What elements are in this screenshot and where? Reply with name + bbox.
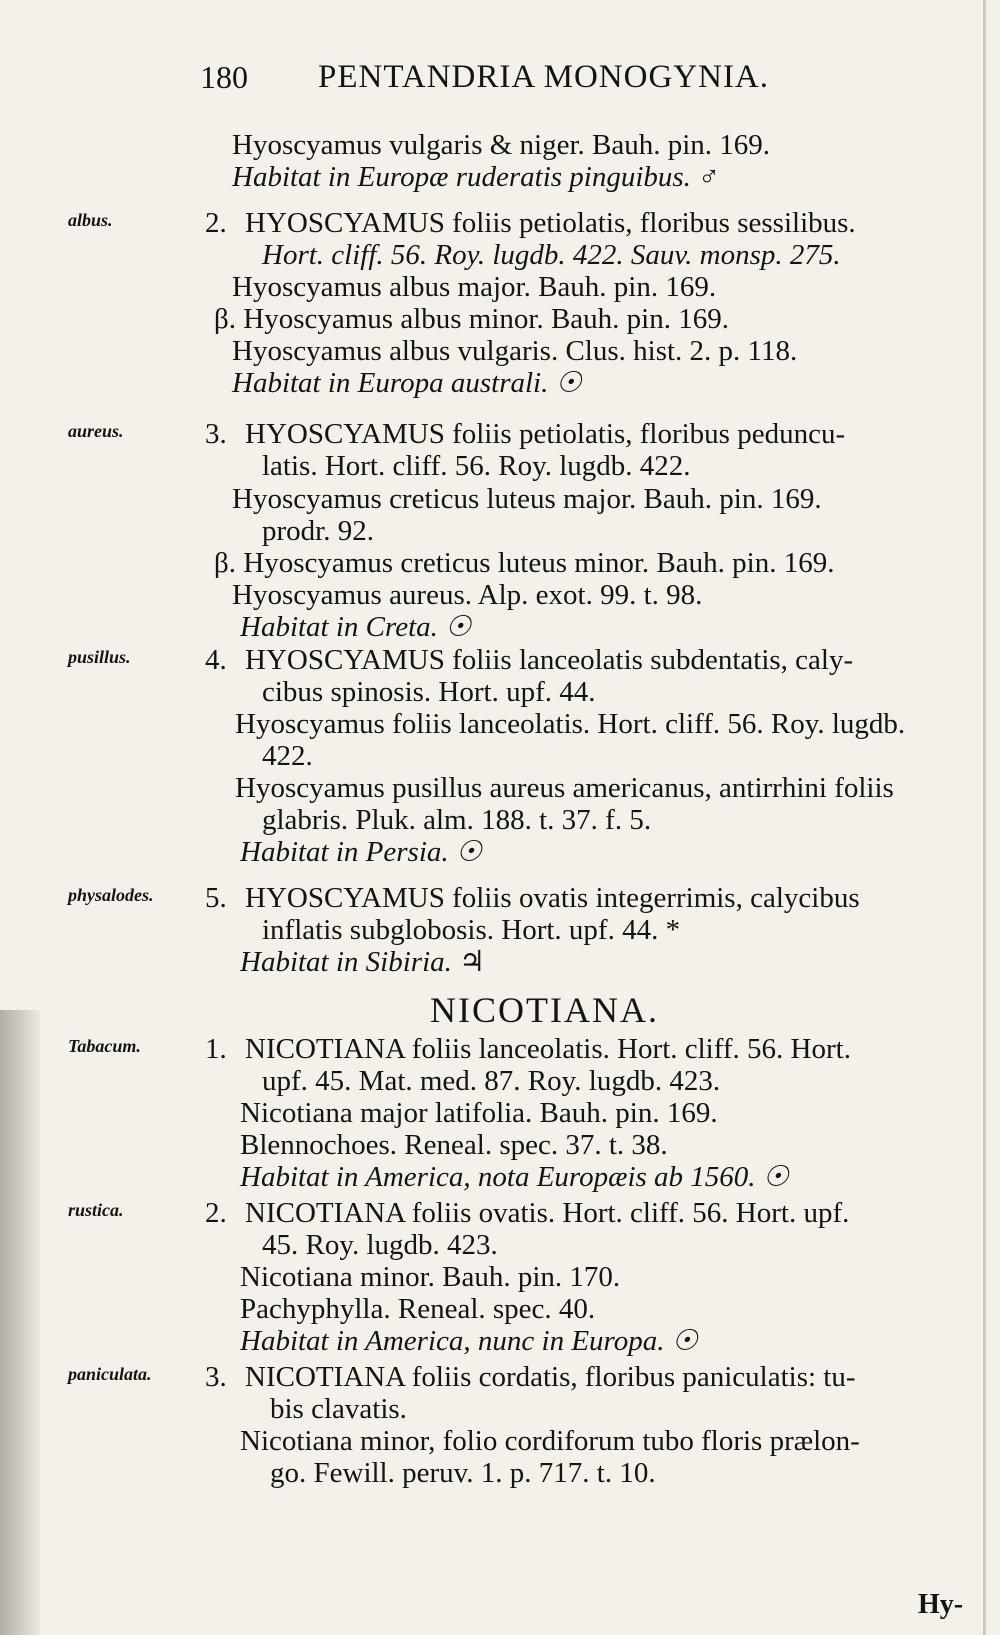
- binding-shadow: [0, 1010, 40, 1635]
- text-line: Hyoscyamus pusillus aureus americanus, antirrhini foliis: [235, 772, 894, 804]
- entry-number: 4.: [205, 644, 227, 676]
- text-line: Hyoscyamus aureus. Alp. exot. 99. t. 98.: [232, 579, 703, 611]
- text-line: NICOTIANA foliis ovatis. Hort. cliff. 56. Hort. upf.: [245, 1197, 850, 1229]
- margin-name: rustica.: [68, 1200, 124, 1220]
- text-line: β. Hyoscyamus albus minor. Bauh. pin. 169.: [214, 303, 729, 335]
- text-line: cibus spinosis. Hort. upf. 44.: [262, 676, 596, 708]
- text-line: bis clavatis.: [270, 1393, 407, 1425]
- text-line: Habitat in Europæ ruderatis pinguibus. ♂: [232, 161, 720, 193]
- text-line: Hyoscyamus foliis lanceolatis. Hort. cliff. 56. Roy. lugdb.: [235, 708, 906, 740]
- entry-number: 5.: [205, 882, 227, 914]
- margin-name: paniculata.: [68, 1364, 152, 1384]
- entry-number: 3.: [205, 1361, 227, 1393]
- text-line: Hyoscyamus vulgaris & niger. Bauh. pin. 169.: [232, 129, 771, 161]
- margin-name: pusillus.: [68, 647, 131, 667]
- text-line: Nicotiana major latifolia. Bauh. pin. 169.: [240, 1097, 718, 1129]
- text-line: Habitat in Sibiria. ♃: [240, 946, 486, 978]
- text-line: Habitat in Creta. ☉: [240, 611, 472, 643]
- text-line: 422.: [262, 740, 313, 772]
- running-title: PENTANDRIA MONOGYNIA.: [318, 59, 770, 95]
- text-line: Nicotiana minor, folio cordiforum tubo floris prælon-: [240, 1425, 860, 1457]
- text-line: HYOSCYAMUS foliis ovatis integerrimis, calycibus: [245, 882, 860, 914]
- margin-name: aureus.: [68, 421, 124, 441]
- page-number: 180: [200, 59, 248, 95]
- text-line: Hyoscyamus creticus luteus major. Bauh. pin. 169.: [232, 483, 822, 515]
- catchword: Hy-: [918, 1589, 964, 1620]
- entry-number: 2.: [205, 1197, 227, 1229]
- text-line: Habitat in Persia. ☉: [240, 836, 482, 868]
- text-line: β. Hyoscyamus creticus luteus minor. Bauh. pin. 169.: [214, 547, 835, 579]
- page-header: [200, 60, 900, 104]
- text-line: HYOSCYAMUS foliis petiolatis, floribus peduncu-: [245, 418, 846, 450]
- entry-number: 3.: [205, 418, 227, 450]
- text-line: NICOTIANA foliis cordatis, floribus paniculatis: tu-: [245, 1361, 856, 1393]
- text-line: Blennochoes. Reneal. spec. 37. t. 38.: [240, 1129, 668, 1161]
- text-line: latis. Hort. cliff. 56. Roy. lugdb. 422.: [262, 450, 691, 482]
- text-line: Habitat in America, nota Europæis ab 1560. ☉: [240, 1161, 789, 1193]
- text-line: Habitat in Europa australi. ☉: [232, 367, 582, 399]
- margin-name: Tabacum.: [68, 1036, 141, 1056]
- text-line: HYOSCYAMUS foliis petiolatis, floribus sessilibus.: [245, 207, 856, 239]
- text-line: Pachyphylla. Reneal. spec. 40.: [240, 1293, 596, 1325]
- section-title: NICOTIANA.: [430, 990, 659, 1030]
- text-line: Habitat in America, nunc in Europa. ☉: [240, 1325, 698, 1357]
- text-line: Nicotiana minor. Bauh. pin. 170.: [240, 1261, 621, 1293]
- text-line: HYOSCYAMUS foliis lanceolatis subdentatis, caly-: [245, 644, 854, 676]
- text-line: NICOTIANA foliis lanceolatis. Hort. cliff. 56. Hort.: [245, 1033, 851, 1065]
- text-line: 45. Roy. lugdb. 423.: [262, 1229, 498, 1261]
- text-line: Hyoscyamus albus major. Bauh. pin. 169.: [232, 271, 717, 303]
- entry-number: 2.: [205, 207, 227, 239]
- text-line: inflatis subglobosis. Hort. upf. 44. *: [262, 914, 681, 946]
- entry-number: 1.: [205, 1033, 227, 1065]
- text-line: Hort. cliff. 56. Roy. lugdb. 422. Sauv. monsp. 275.: [262, 239, 841, 271]
- text-line: glabris. Pluk. alm. 188. t. 37. f. 5.: [262, 804, 652, 836]
- page-edge: [983, 0, 986, 1635]
- text-line: Hyoscyamus albus vulgaris. Clus. hist. 2. p. 118.: [232, 335, 798, 367]
- text-line: upf. 45. Mat. med. 87. Roy. lugdb. 423.: [262, 1065, 721, 1097]
- text-line: go. Fewill. peruv. 1. p. 717. t. 10.: [270, 1457, 656, 1489]
- text-line: prodr. 92.: [262, 515, 374, 547]
- margin-name: physalodes.: [68, 885, 154, 905]
- margin-name: albus.: [68, 210, 113, 230]
